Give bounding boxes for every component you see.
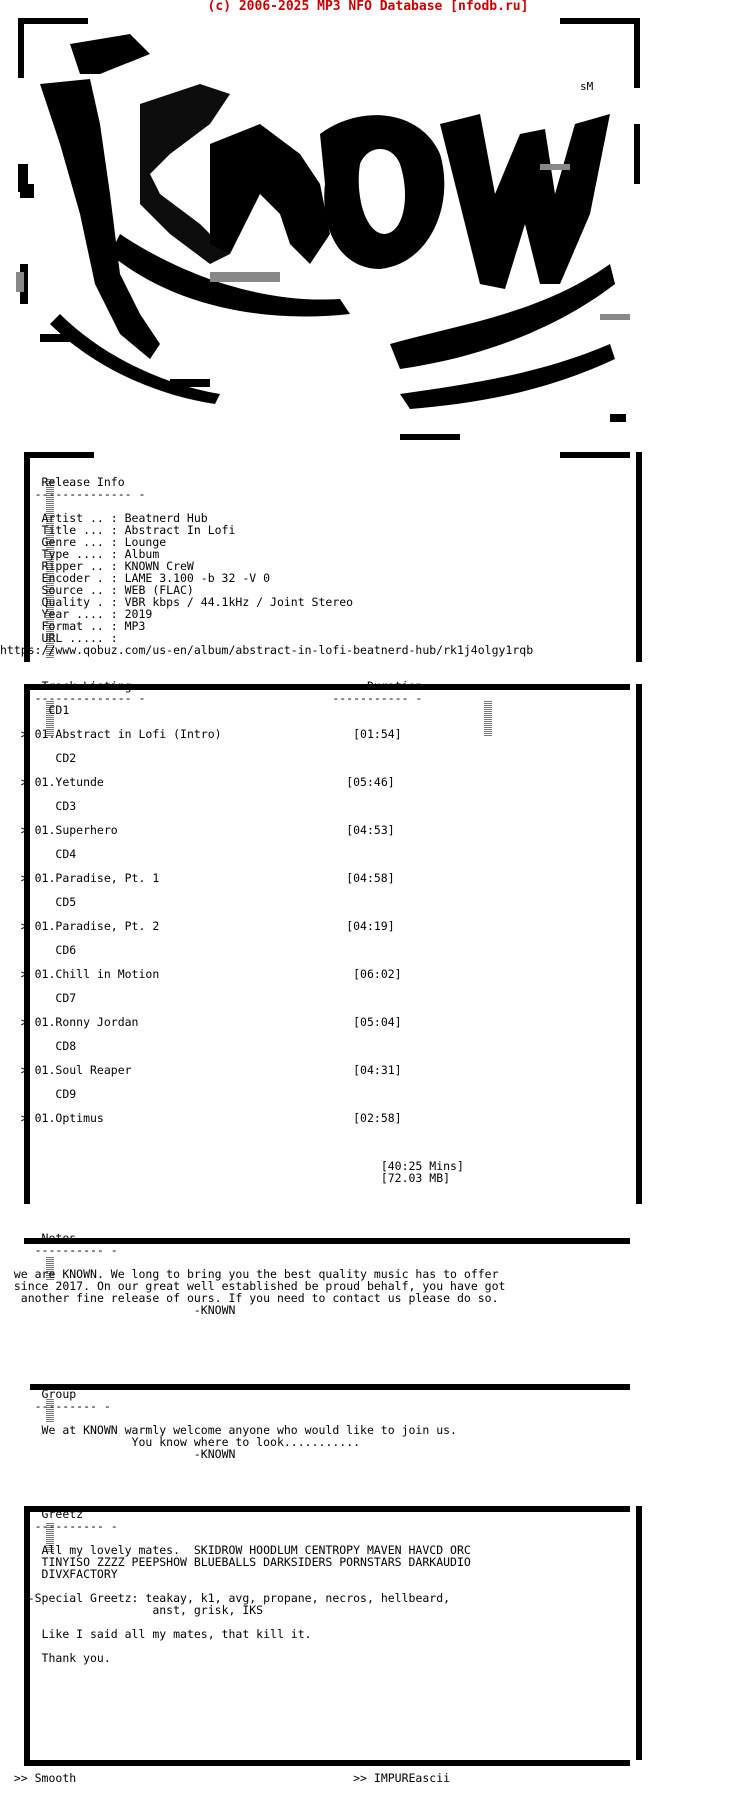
special-greetz-line: teakay, k1, avg, propane, necros, hellbeard,	[145, 1591, 451, 1605]
track-duration: [06:02]	[353, 967, 402, 981]
group-heading: Group	[41, 1387, 77, 1401]
track-title: 01.Paradise, Pt. 2	[34, 919, 160, 933]
special-greetz-line: anst, grisk, IKS	[152, 1603, 264, 1617]
cd-label: CD1	[48, 703, 70, 717]
type-value: Album	[124, 547, 160, 561]
release-url-link[interactable]: https://www.qobuz.com/us-en/album/abstract-in-lofi-beatnerd-hub/rk1j4olgy1rqb	[0, 643, 534, 657]
special-greetz-label: -Special Greetz:	[27, 1591, 139, 1605]
cd-label: CD6	[55, 943, 77, 957]
group-signature: -KNOWN	[193, 1447, 236, 1461]
cd-label: CD9	[55, 1087, 77, 1101]
track-duration: [05:46]	[346, 775, 395, 789]
track-title: 01.Chill in Motion	[34, 967, 160, 981]
track-duration: [04:53]	[346, 823, 395, 837]
footer-credit-left: >> Smooth	[13, 1771, 77, 1784]
track-duration: [04:19]	[346, 919, 395, 933]
total-time: [40:25 Mins]	[380, 1159, 464, 1173]
cd-label: CD7	[55, 991, 77, 1005]
greetz-line: Like I said all my mates, that kill it.	[41, 1627, 312, 1641]
track-title: 01.Soul Reaper	[34, 1063, 132, 1077]
format-value: MP3	[124, 619, 146, 633]
year-value: 2019	[124, 607, 153, 621]
track-listing-heading: Track Listing	[41, 679, 132, 693]
logo-signature: sM	[580, 80, 594, 93]
cd-label: CD2	[55, 751, 77, 765]
cd-label: CD5	[55, 895, 77, 909]
encoder-value: LAME 3.100 -b 32 -V 0	[124, 571, 271, 585]
greetz-line: TINYISO ZZZZ PEEPSHOW BLUEBALLS DARKSIDERS PORNSTARS DARKAUDIO	[41, 1555, 471, 1569]
copyright-banner: (c) 2006-2025 MP3 NFO Database [nfodb.ru]	[207, 0, 529, 14]
notes-line: another fine release of ours. If you need to contact us please do so.	[20, 1291, 499, 1305]
track-duration: [05:04]	[353, 1015, 402, 1029]
track-title: 01.Yetunde	[34, 775, 104, 789]
notes-heading: Notes	[41, 1231, 77, 1245]
artist-value: Beatnerd Hub	[124, 511, 208, 525]
track-duration: [01:54]	[353, 727, 402, 741]
track-duration: [04:58]	[346, 871, 395, 885]
track-duration: [02:58]	[353, 1111, 402, 1125]
track-title: 01.Abstract in Lofi (Intro)	[34, 727, 222, 741]
duration-heading: Duration	[366, 679, 423, 693]
release-info-heading: Release Info	[41, 475, 125, 489]
footer-credit-right: >> IMPUREascii	[353, 1771, 451, 1784]
genre-value: Lounge	[124, 535, 167, 549]
notes-signature: -KNOWN	[193, 1303, 236, 1317]
nfo-text: Release Info -------------- - Artist .. : Beatnerd Hub Title ... : Abstract In Lofi Genre ... : Lounge Type .... : Album Ripper .. : KNOWN CreW Encoder . : LAME 3.100 -b 32 -V 0 Source .. : WEB (FLAC) Quality . : VBR kbps / 44.1kHz / Joint Stereo Year .... : 2019 Format .. : MP3 URL ..... : https://www.qobuz.com/us-en/album/abstract-in-lofi-beatnerd-hub/rk1j4olgy1rqb Track Listing Duration -------------- - ----------- - CD1 > 01.Abstract in Lofi (Intro) [01:54] CD2 > 01.Yetunde [05:46] CD3 > 01.Superhero [04:53] CD4 > 01.Paradise, Pt. 1 [04:58] CD5 > 01.Paradise, Pt. 2 [04:19] CD6 > 01.Chill in Motion [06:02] CD7 > 01.Ronny Jordan [05:04] CD8 > 01.Soul Reaper [04:31] CD9 > 01.Optimus [02:58] [40:25 Mins] [72.03 MB] Notes ---------- - we are KNOWN. We long to bring you the best quality music has to offer since 2017. On our great well established be proud behalf, you have got another fine release of ours. If you need to contact us please do so. -KNOWN Group --------- - We at KNOWN warmly welcome anyone who would like to join us. You know where to look........... -KNOWN Greetz ---------- - All my lovely mates. SKIDROW HOODLUM CENTROPY MAVEN HAVCD ORC TINYISO ZZZZ PEEPSHOW BLUEBALLS DARKSIDERS PORNSTARS DARKAUDIO DIVXFACTORY -Special Greetz: teakay, k1, avg, propane, necros, hellbeard, anst, grisk, IKS Like I said all my mates, that kill it. Thank you. >> Smooth >> IMPUREascii	[0, 452, 736, 1784]
cd-label: CD3	[55, 799, 77, 813]
notes-line: we are KNOWN. We long to bring you the best quality music has to offer	[13, 1267, 499, 1281]
known-ascii-logo	[0, 14, 736, 454]
group-line: We at KNOWN warmly welcome anyone who would like to join us.	[41, 1423, 457, 1437]
track-duration: [04:31]	[353, 1063, 402, 1077]
quality-value: VBR kbps / 44.1kHz / Joint Stereo	[124, 595, 354, 609]
greetz-heading: Greetz	[41, 1507, 84, 1521]
track-title: 01.Superhero	[34, 823, 118, 837]
cd-label: CD4	[55, 847, 77, 861]
title-value: Abstract In Lofi	[124, 523, 236, 537]
track-title: 01.Ronny Jordan	[34, 1015, 139, 1029]
group-line: You know where to look...........	[131, 1435, 361, 1449]
greetz-line: All my lovely mates. SKIDROW HOODLUM CENTROPY MAVEN HAVCD ORC	[41, 1543, 471, 1557]
track-title: 01.Optimus	[34, 1111, 104, 1125]
notes-line: since 2017. On our great well established be proud behalf, you have got	[13, 1279, 506, 1293]
total-size: [72.03 MB]	[380, 1171, 451, 1185]
ripper-value: KNOWN CreW	[124, 559, 194, 573]
greetz-line: DIVXFACTORY	[41, 1567, 118, 1581]
cd-label: CD8	[55, 1039, 77, 1053]
source-value: WEB (FLAC)	[124, 583, 194, 597]
greetz-line: Thank you.	[41, 1651, 111, 1665]
track-title: 01.Paradise, Pt. 1	[34, 871, 160, 885]
